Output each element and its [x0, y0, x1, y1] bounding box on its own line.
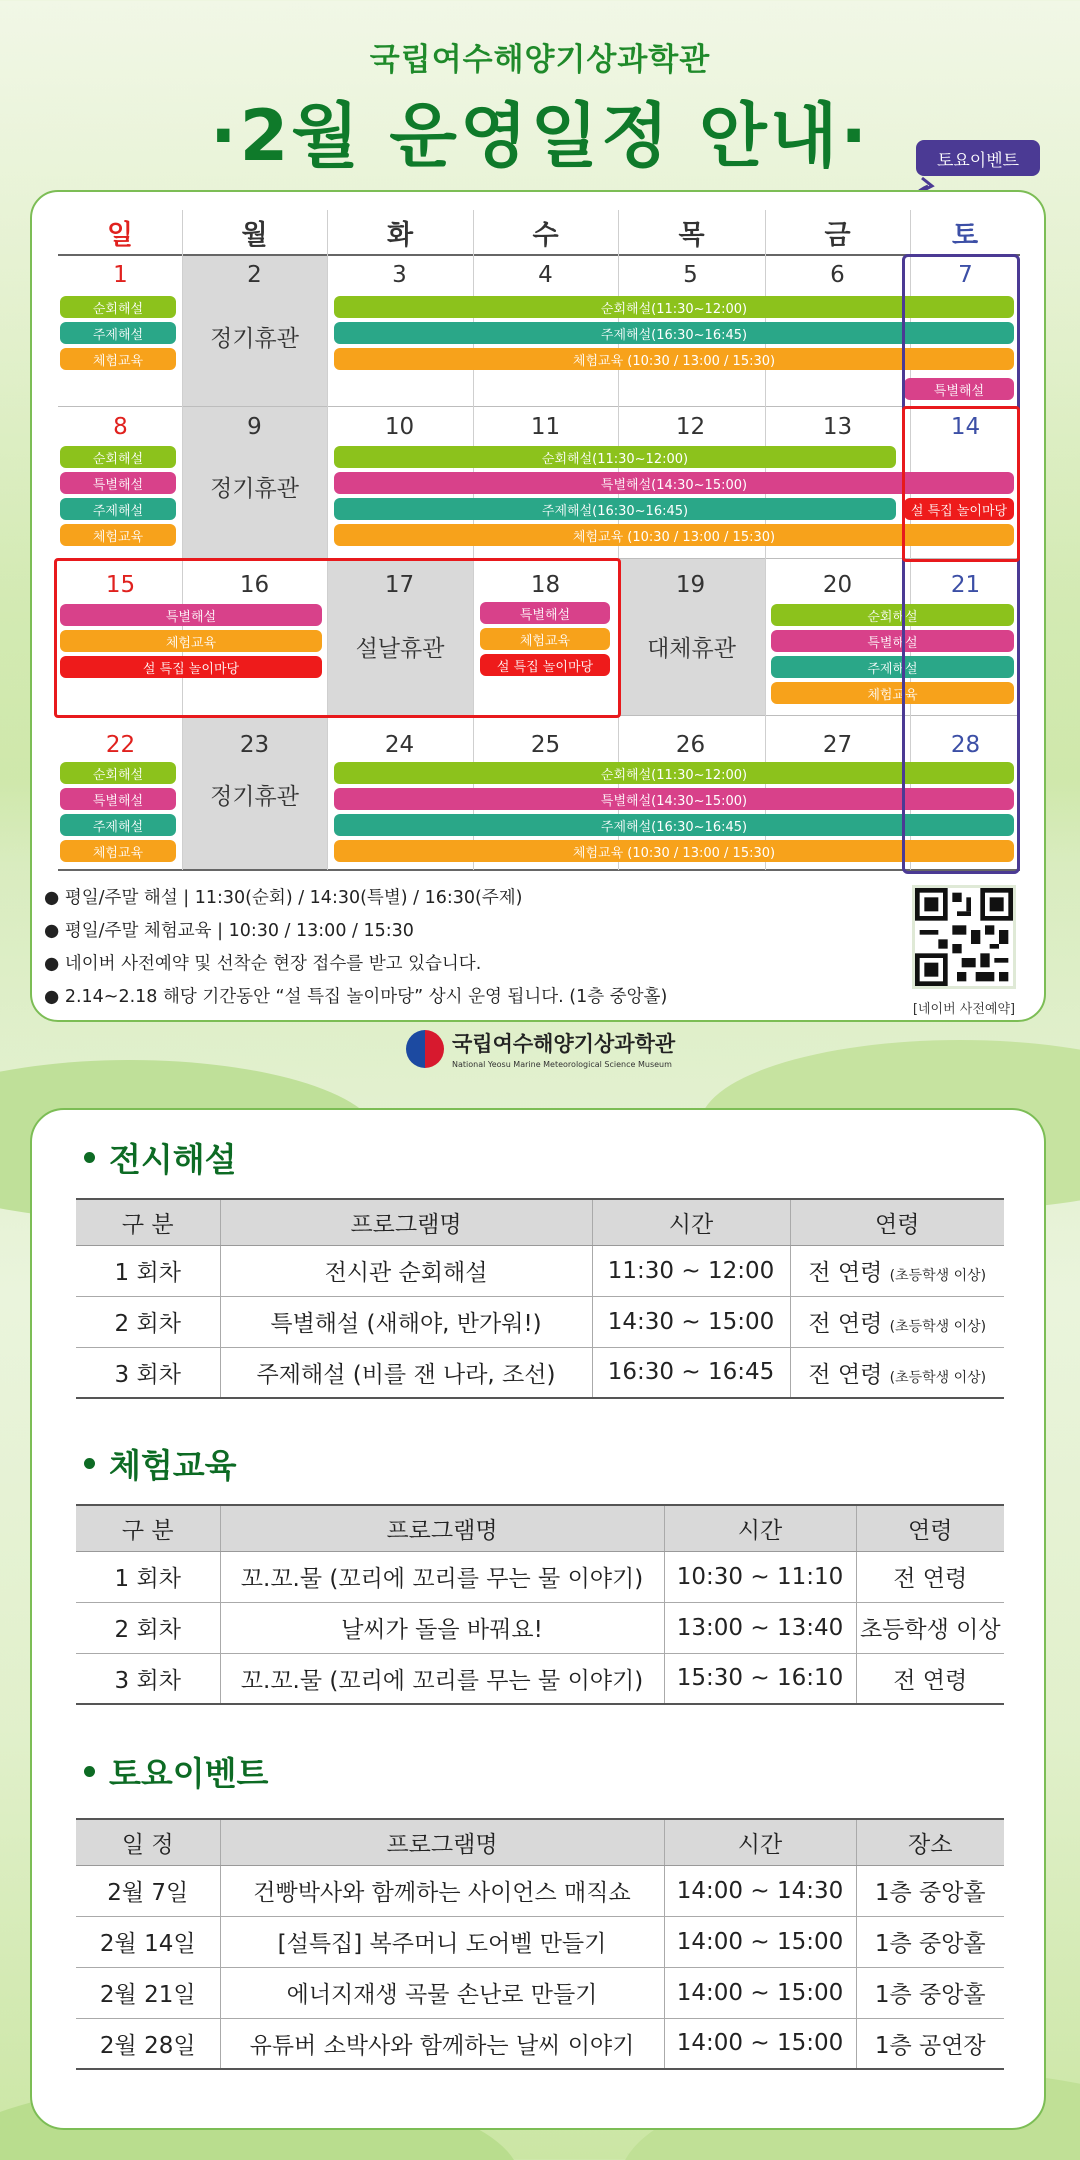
day-number: 28 — [950, 732, 981, 758]
program-pill: 체험교육 — [60, 630, 322, 652]
day-number: 9 — [247, 414, 262, 440]
qr-code-icon — [915, 888, 1013, 986]
museum-name-heading: 국립여수해양기상과학관 — [369, 42, 711, 78]
program-pill: 특별해설 — [771, 630, 1014, 652]
weekday-thu: 목 — [678, 219, 705, 251]
day-number: 3 — [392, 262, 407, 288]
table-cell: 에너지재생 곡물 손난로 만들기 — [220, 1967, 664, 2018]
february-calendar — [58, 210, 1020, 870]
table-header: 장소 — [856, 1819, 1004, 1865]
program-pill: 특별해설 — [904, 378, 1014, 400]
table-row — [76, 1653, 1004, 1704]
table-cell: 꼬.꼬.물 (꼬리에 꼬리를 무는 물 이야기) — [220, 1653, 664, 1704]
day-number: 14 — [950, 414, 981, 440]
table-header: 프로그램명 — [220, 1505, 664, 1551]
day-number: 24 — [384, 732, 415, 758]
table-cell: 특별해설 (새해야, 반가워!) — [220, 1296, 592, 1347]
table-cell: 건빵박사와 함께하는 사이언스 매직쇼 — [220, 1865, 664, 1916]
table-cell: 날씨가 돌을 바꿔요! — [220, 1602, 664, 1653]
day-number: 12 — [675, 414, 706, 440]
program-pill: 특별해설 — [60, 604, 322, 626]
seol-highlight-box — [902, 406, 1020, 562]
table-cell: 전 연령 — [856, 1653, 1004, 1704]
table-row — [76, 1916, 1004, 1967]
saturday-event-badge: 토요이벤트 — [916, 140, 1040, 176]
table-cell: 유튜버 소박사와 함께하는 날씨 이야기 — [220, 2018, 664, 2069]
note-item: ● 2.14~2.18 해당 기간동안 “설 특집 놀이마당” 상시 운영 됩니다. (1층 중앙홀) — [44, 987, 668, 1007]
saturday-event-table — [76, 1818, 1004, 2070]
table-cell: 1층 중앙홀 — [856, 1865, 1004, 1916]
program-pill: 특별해설 — [480, 602, 610, 624]
table-cell: 15:30 ~ 16:10 — [664, 1653, 856, 1704]
program-pill: 특별해설 — [60, 472, 176, 494]
program-pill: 순회해설 — [60, 446, 176, 468]
table-cell: 전 연령 (초등학생 이상) — [790, 1347, 1004, 1398]
saturday-highlight-box — [902, 254, 1020, 874]
grid-line — [182, 210, 183, 870]
day-number: 25 — [530, 732, 561, 758]
table-cell: 꼬.꼬.물 (꼬리에 꼬리를 무는 물 이야기) — [220, 1551, 664, 1602]
table-header: 구 분 — [76, 1199, 220, 1245]
program-pill: 순회해설 — [60, 762, 176, 784]
weekday-tue: 화 — [386, 219, 414, 251]
note-item: ● 평일/주말 해설 | 11:30(순회) / 14:30(특별) / 16:30(주제) — [44, 888, 523, 908]
day-number: 8 — [113, 414, 128, 440]
day-number: 11 — [530, 414, 561, 440]
program-pill: 주제해설 — [771, 656, 1014, 678]
table-row — [76, 1245, 1004, 1296]
qr-code[interactable] — [912, 885, 1016, 989]
weekday-wed: 수 — [532, 219, 559, 251]
table-header: 일 정 — [76, 1819, 220, 1865]
table-cell: 3 회차 — [76, 1653, 220, 1704]
day-number: 4 — [538, 262, 553, 288]
program-pill: 특별해설 — [60, 788, 176, 810]
table-row — [76, 1967, 1004, 2018]
day-number: 13 — [822, 414, 853, 440]
table-cell: 주제해설 (비를 잰 나라, 조선) — [220, 1347, 592, 1398]
note-item: ● 평일/주말 체험교육 | 10:30 / 13:00 / 15:30 — [44, 921, 414, 941]
table-cell: 2월 28일 — [76, 2018, 220, 2069]
table-header: 시간 — [592, 1199, 790, 1245]
table-header: 연령 — [856, 1505, 1004, 1551]
grid-line — [58, 254, 1020, 256]
day-number: 27 — [822, 732, 853, 758]
table-cell: 2월 7일 — [76, 1865, 220, 1916]
table-cell: 2 회차 — [76, 1602, 220, 1653]
education-section-title: 체험교육 — [84, 1440, 237, 1487]
program-pill: 순회해설(11:30~12:00) — [334, 446, 896, 468]
program-pill: 주제해설 — [60, 498, 176, 520]
table-header: 시간 — [664, 1819, 856, 1865]
program-pill: 특별해설(14:30~15:00) — [334, 788, 1014, 810]
day-number: 26 — [675, 732, 706, 758]
day-number: 15 — [105, 572, 136, 598]
program-pill: 체험교육 — [60, 524, 176, 546]
museum-logo — [406, 1028, 675, 1069]
program-pill: 주제해설(16:30~16:45) — [334, 322, 1014, 344]
table-header: 연령 — [790, 1199, 1004, 1245]
table-row — [76, 1865, 1004, 1916]
closed-label: 정기휴관 — [210, 326, 299, 352]
program-pill: 체험교육 — [60, 348, 176, 370]
education-table — [76, 1504, 1004, 1705]
program-pill: 체험교육 (10:30 / 13:00 / 15:30) — [334, 348, 1014, 370]
day-number: 16 — [239, 572, 270, 598]
bullet-icon — [84, 1152, 95, 1163]
table-cell: 전 연령 (초등학생 이상) — [790, 1296, 1004, 1347]
closed-label: 정기휴관 — [210, 476, 299, 502]
program-pill: 체험교육 (10:30 / 13:00 / 15:30) — [334, 524, 1014, 546]
table-header-row — [76, 1819, 1004, 1865]
program-pill: 특별해설(14:30~15:00) — [334, 472, 1014, 494]
table-cell: 1층 중앙홀 — [856, 1967, 1004, 2018]
table-cell: 전 연령 (초등학생 이상) — [790, 1245, 1004, 1296]
table-cell: 1 회차 — [76, 1245, 220, 1296]
table-cell: 2 회차 — [76, 1296, 220, 1347]
exhibit-table — [76, 1198, 1004, 1399]
table-cell: 1 회차 — [76, 1551, 220, 1602]
bullet-icon — [84, 1766, 95, 1777]
table-header: 프로그램명 — [220, 1199, 592, 1245]
weekday-fri: 금 — [824, 219, 851, 251]
museum-emblem-icon — [406, 1030, 444, 1068]
table-cell: 3 회차 — [76, 1347, 220, 1398]
grid-line — [58, 406, 1020, 407]
day-number: 21 — [950, 572, 981, 598]
table-cell: 초등학생 이상 — [856, 1602, 1004, 1653]
table-cell: 14:00 ~ 15:00 — [664, 1967, 856, 2018]
day-number: 22 — [105, 732, 136, 758]
table-cell: 13:00 ~ 13:40 — [664, 1602, 856, 1653]
closed-label: 설날휴관 — [355, 636, 445, 662]
program-pill: 주제해설(16:30~16:45) — [334, 498, 896, 520]
program-pill: 주제해설 — [60, 814, 176, 836]
table-cell: 2월 21일 — [76, 1967, 220, 2018]
day-number: 1 — [113, 262, 128, 288]
grid-line — [327, 210, 328, 870]
table-cell: 1층 공연장 — [856, 2018, 1004, 2069]
program-pill: 체험교육 — [60, 840, 176, 862]
program-pill: 설 특집 놀이마당 — [60, 656, 322, 678]
logo-english-name: National Yeosu Marine Meteorological Science Museum — [452, 1060, 672, 1069]
seol-highlight-box — [54, 558, 621, 718]
day-number: 2 — [247, 262, 262, 288]
program-pill: 설 특집 놀이마당 — [904, 498, 1014, 520]
day-number: 5 — [683, 262, 698, 288]
program-pill: 체험교육 — [480, 628, 610, 650]
program-pill: 순회해설 — [60, 296, 176, 318]
weekday-sat: 토 — [951, 219, 979, 251]
table-cell: 11:30 ~ 12:00 — [592, 1245, 790, 1296]
day-number: 20 — [822, 572, 853, 598]
logo-korean-name: 국립여수해양기상과학관 — [452, 1032, 676, 1056]
table-cell: 16:30 ~ 16:45 — [592, 1347, 790, 1398]
table-row — [76, 1551, 1004, 1602]
program-pill: 설 특집 놀이마당 — [480, 654, 610, 676]
grid-line — [58, 869, 1020, 871]
table-cell: 1층 중앙홀 — [856, 1916, 1004, 1967]
closed-label: 정기휴관 — [210, 784, 299, 810]
table-row — [76, 2018, 1004, 2069]
program-pill: 순회해설(11:30~12:00) — [334, 762, 1014, 784]
table-row — [76, 1347, 1004, 1398]
qr-caption: [네이버 사전예약] — [912, 1002, 1016, 1017]
program-pill: 순회해설(11:30~12:00) — [334, 296, 1014, 318]
table-cell: 14:00 ~ 15:00 — [664, 1916, 856, 1967]
table-header: 프로그램명 — [220, 1819, 664, 1865]
table-cell: 14:00 ~ 14:30 — [664, 1865, 856, 1916]
table-cell: 전시관 순회해설 — [220, 1245, 592, 1296]
day-number: 17 — [384, 572, 415, 598]
day-number: 18 — [530, 572, 561, 598]
table-cell: 14:00 ~ 15:00 — [664, 2018, 856, 2069]
schedule-notes — [44, 882, 667, 1014]
bullet-icon — [84, 1458, 95, 1469]
closed-label: 대체휴관 — [647, 636, 736, 662]
day-number: 19 — [675, 572, 706, 598]
program-pill: 주제해설 — [60, 322, 176, 344]
exhibit-section-title: 전시해설 — [84, 1134, 237, 1181]
program-pill: 체험교육 (10:30 / 13:00 / 15:30) — [334, 840, 1014, 862]
table-cell: 14:30 ~ 15:00 — [592, 1296, 790, 1347]
day-number: 10 — [384, 414, 415, 440]
program-pill: 순회해설 — [771, 604, 1014, 626]
table-header: 구 분 — [76, 1505, 220, 1551]
day-number: 7 — [958, 262, 973, 288]
table-cell: [설특집] 복주머니 도어벨 만들기 — [220, 1916, 664, 1967]
program-pill: 주제해설(16:30~16:45) — [334, 814, 1014, 836]
table-cell: 2월 14일 — [76, 1916, 220, 1967]
saturday-section-title: 토요이벤트 — [84, 1748, 268, 1795]
table-cell: 전 연령 — [856, 1551, 1004, 1602]
page-title: ·2월 운영일정 안내· — [210, 95, 870, 177]
program-pill: 체험교육 — [771, 682, 1014, 704]
note-item: ● 네이버 사전예약 및 선착순 현장 접수를 받고 있습니다. — [44, 954, 482, 974]
table-row — [76, 1602, 1004, 1653]
day-number: 23 — [239, 732, 270, 758]
weekday-sun: 일 — [106, 219, 134, 251]
day-number: 6 — [830, 262, 845, 288]
table-header: 시간 — [664, 1505, 856, 1551]
table-header-row — [76, 1505, 1004, 1551]
table-cell: 10:30 ~ 11:10 — [664, 1551, 856, 1602]
table-header-row — [76, 1199, 1004, 1245]
table-row — [76, 1296, 1004, 1347]
weekday-mon: 월 — [241, 219, 268, 251]
